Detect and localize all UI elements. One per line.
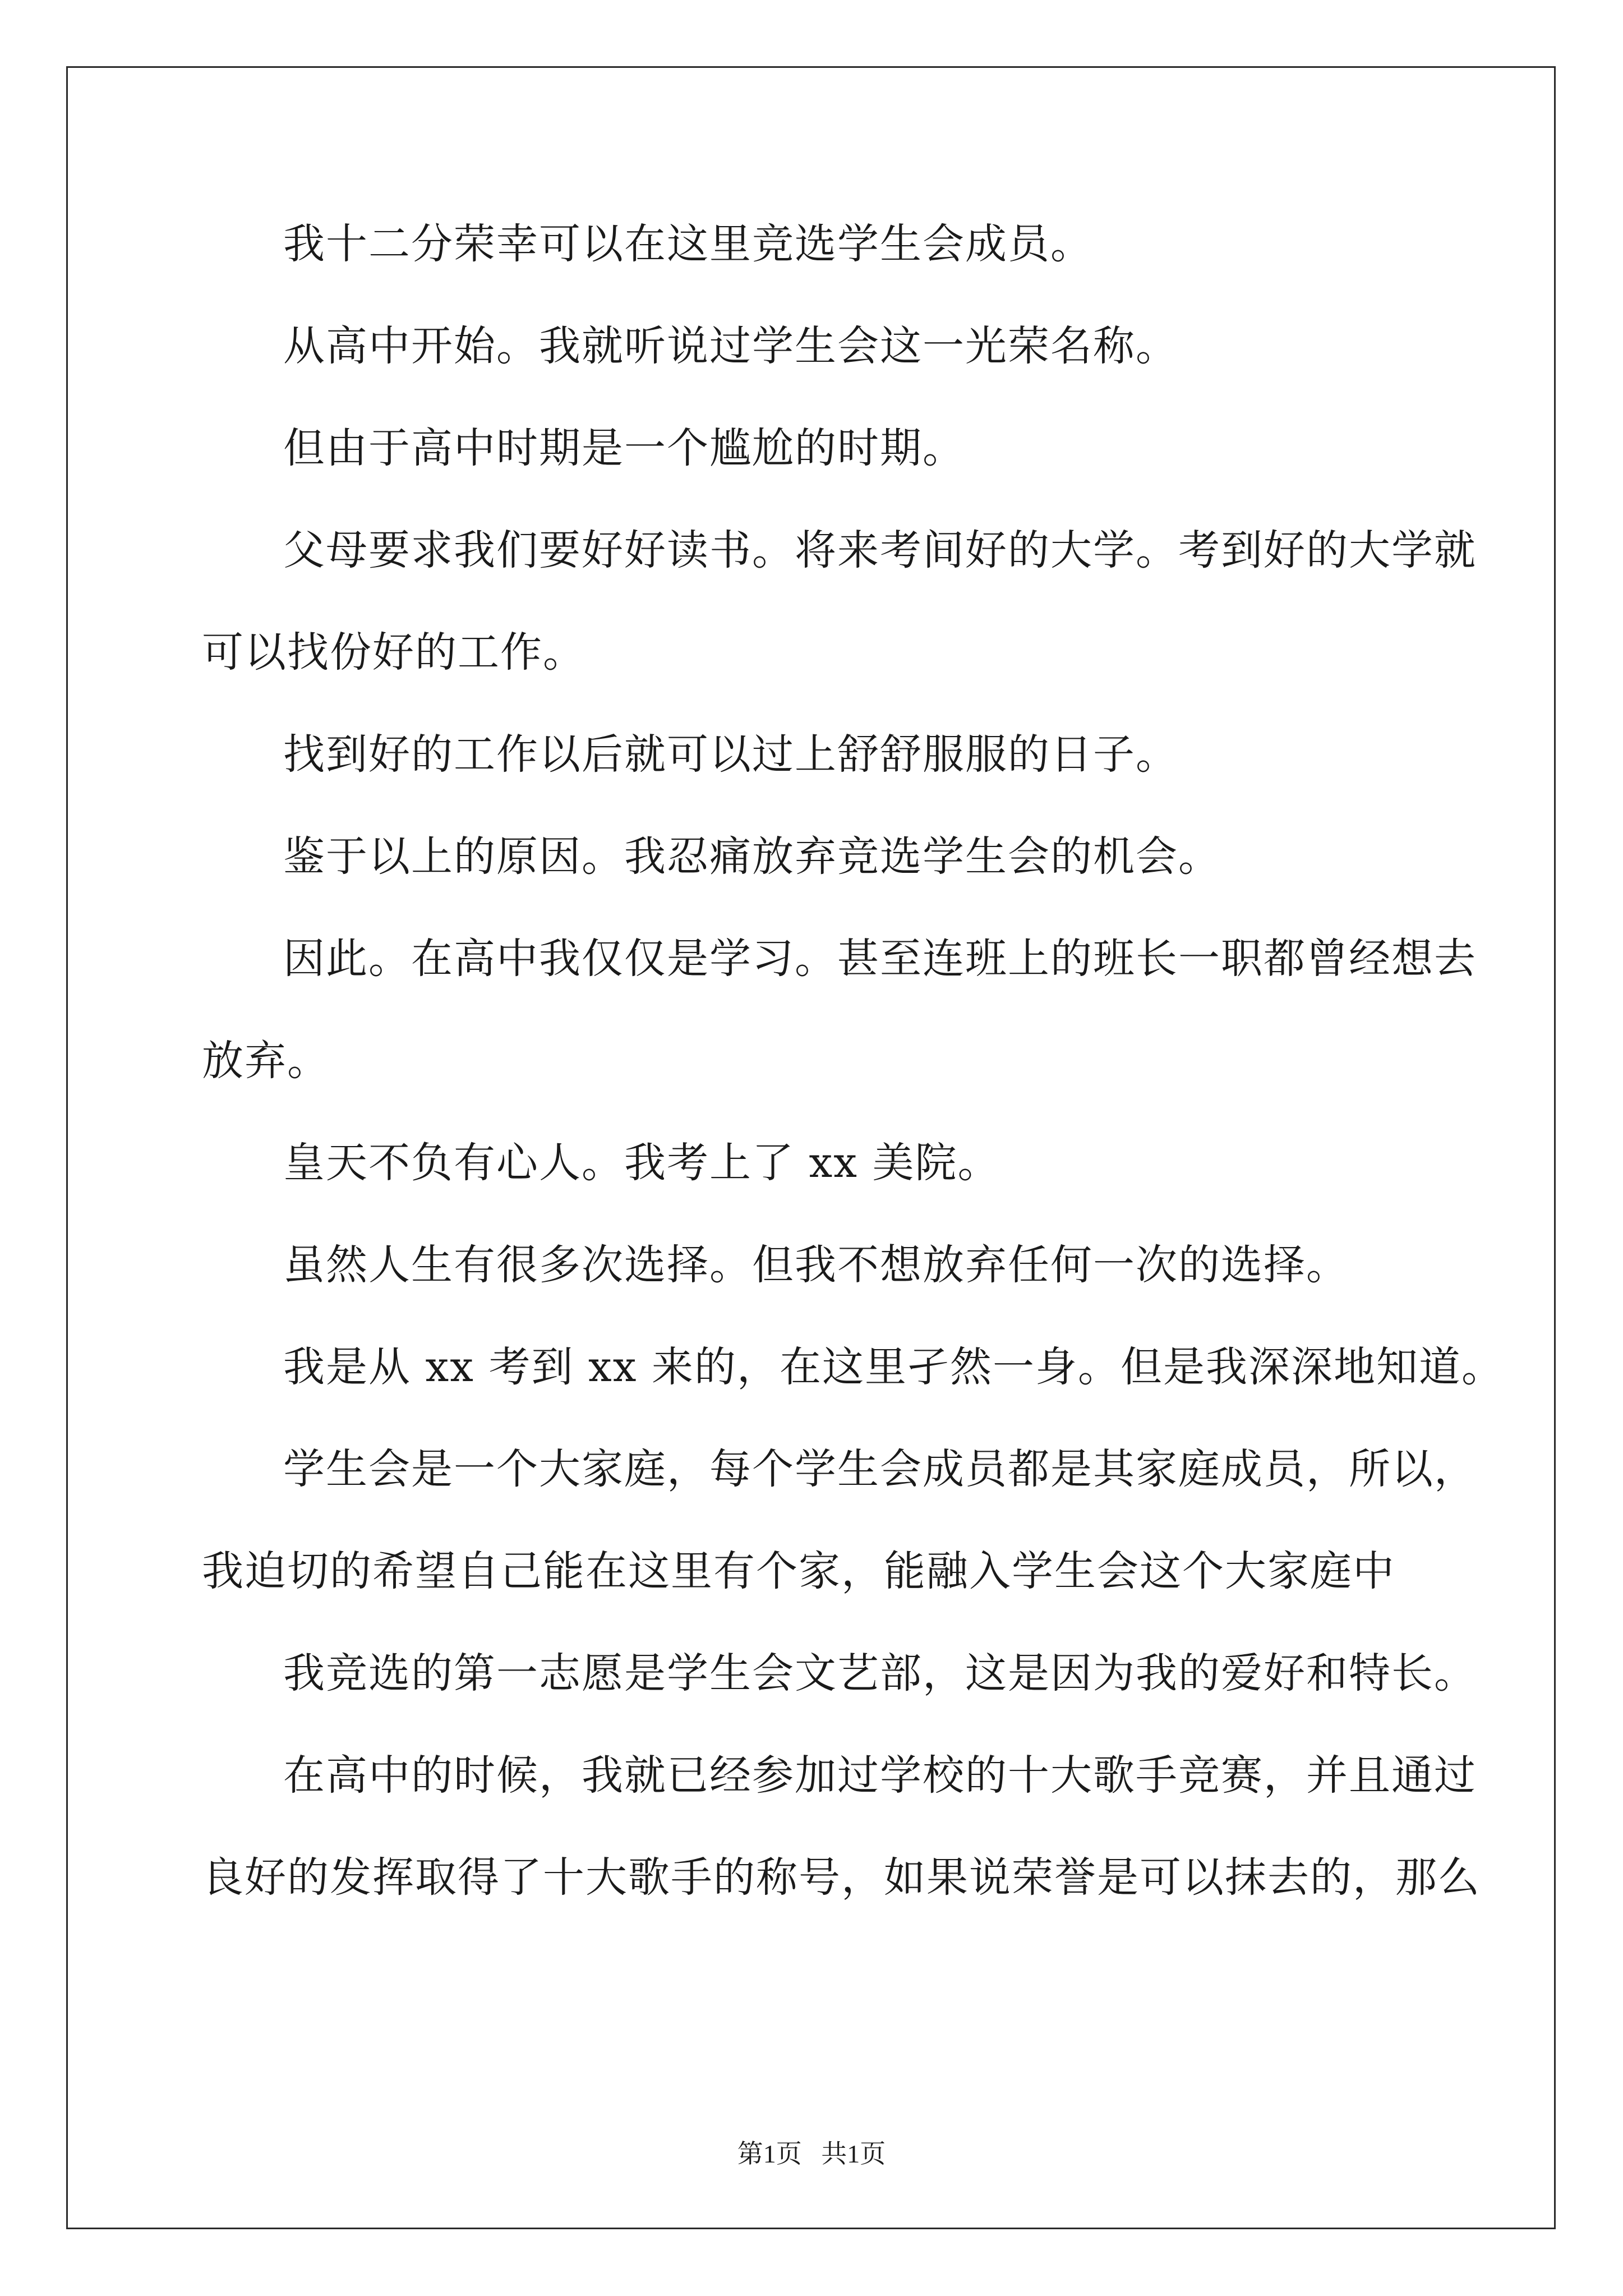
text-line-15: 我竞选的第一志愿是学生会文艺部，这是因为我的爱好和特长。 (283, 1649, 1477, 1697)
text-line-7: 鉴于以上的原因。我忍痛放弃竞选学生会的机会。 (283, 832, 1221, 881)
text-line-9: 放弃。 (202, 1037, 330, 1085)
page-number-footer: 第1页 共1页 (737, 2139, 886, 2168)
text-line-12: 我是从 xx 考到 xx 来的，在这里孑然一身。但是我深深地知道。 (283, 1343, 1505, 1391)
text-line-16: 在高中的时候，我就已经参加过学校的十大歌手竞赛，并且通过 (283, 1751, 1477, 1800)
text-line-17: 良好的发挥取得了十大歌手的称号，如果说荣誉是可以抹去的，那么 (202, 1853, 1481, 1902)
text-line-4: 父母要求我们要好好读书。将来考间好的大学。考到好的大学就 (283, 526, 1477, 574)
text-line-5: 可以找份好的工作。 (202, 628, 585, 677)
text-line-10: 皇天不负有心人。我考上了 xx 美院。 (283, 1139, 1000, 1187)
text-line-3: 但由于高中时期是一个尴尬的时期。 (283, 424, 965, 472)
text-line-14: 我迫切的希望自己能在这里有个家，能融入学生会这个大家庭中 (202, 1547, 1395, 1595)
text-line-13: 学生会是一个大家庭，每个学生会成员都是其家庭成员，所以， (283, 1445, 1477, 1493)
text-line-2: 从高中开始。我就听说过学生会这一光荣名称。 (283, 322, 1178, 370)
text-line-11: 虽然人生有很多次选择。但我不想放弃任何一次的选择。 (283, 1241, 1349, 1289)
text-line-8: 因此。在高中我仅仅是学习。甚至连班上的班长一职都曾经想去 (283, 935, 1477, 983)
text-line-6: 找到好的工作以后就可以过上舒舒服服的日子。 (283, 730, 1178, 779)
text-line-1: 我十二分荣幸可以在这里竞选学生会成员。 (283, 220, 1093, 268)
